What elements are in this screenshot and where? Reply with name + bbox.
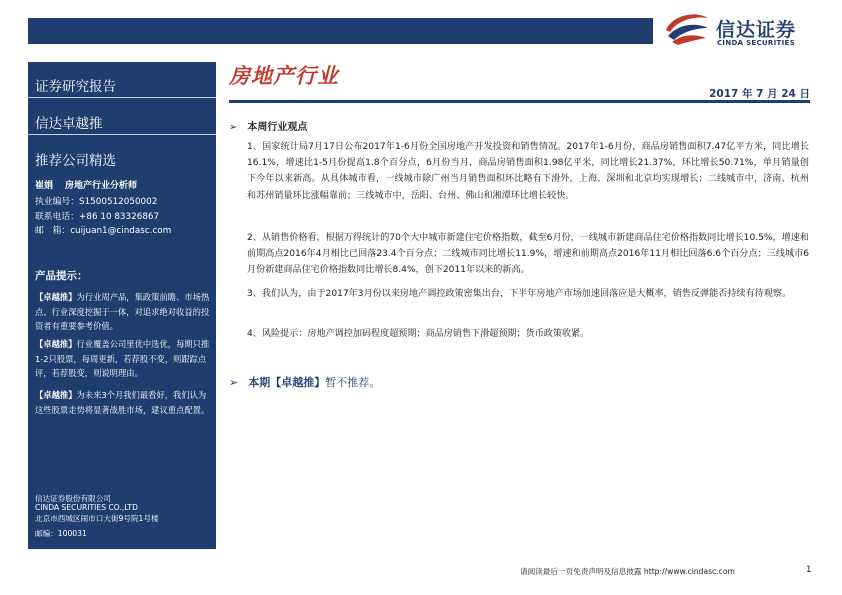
arrow-icon: ➢ [229, 376, 239, 389]
tip-text: 行业覆盖公司里优中选优，每期只推1-2只股票，每周更新，若荐股不变，则跟踪点评，若荐股变，则说明理由。 [35, 339, 210, 379]
company-name-en: CINDA SECURITIES CO.,LTD [35, 503, 138, 512]
cinda-logo [664, 10, 814, 50]
sidebar-divider [28, 134, 216, 135]
sidebar-heading-report: 证券研究报告 [35, 79, 116, 95]
tip-text: 为行业周产品，集政策前瞻、市场热点、行业深度挖掘于一体，对追求绝对收益的投资者有重要参考价值。 [35, 292, 210, 332]
product-tip [35, 290, 211, 334]
analyst-name: 崔娟 [35, 181, 54, 191]
analyst-license: 执业编号：S1500512050002 [35, 197, 158, 207]
sidebar-divider [28, 97, 216, 98]
section-title: 本周行业观点 [247, 122, 308, 133]
paragraph: 1、国家统计局7月17日公布2017年1-6月份全国房地产开发投资和销售情况。2017年1-6月份，商品房销售面积7.47亿平方米，同比增长16.1%，增速比1-5月份提高1.8个百分点，6月份当月，商品房销售面积1.98亿平米，同比增长21.37%，环比增长50.71%，单月销量创下今年以来新高。从具体城市看，一线城市除广州当月销售面积环比略有下滑外，上海、深圳和北京均实现增长；二线城市中，济南、杭州和苏州销量环比涨幅靠前；三线城市中，岳阳、台州、佛山和湘潭环比增长较快。 [247, 142, 809, 201]
company-address: 北京市西城区闹市口大街9号院1号楼 [35, 514, 159, 523]
sidebar-heading-product: 信达卓越推 [35, 116, 103, 132]
page-title: 房地产行业 [229, 64, 339, 88]
next-pick-line [229, 374, 380, 390]
arrow-icon: ➢ [229, 122, 238, 133]
tip-tag: 【卓越推】 [35, 390, 77, 400]
product-tips-title: 产品提示： [35, 270, 88, 282]
sidebar [28, 62, 216, 549]
company-postcode: 邮编：100031 [35, 529, 87, 538]
sidebar-heading-picks: 推荐公司精选 [35, 153, 116, 169]
next-tag: 【卓越推】 [270, 376, 326, 389]
paragraph: 2、从销售价格看，根据万得统计的70个大中城市新建住宅价格指数，截至6月份，一线城市新建商品住宅价格指数同比增长10.5%，增速和前期高点2016年4月相比已回落23.4个百分点；二线城市同比增长11.9%，增速和前期高点2016年11月相比回落6.6个百分点；三线城市6月份新建商品住宅价格指数同比增长8.4%，创下2011年以来的新高。 [247, 233, 809, 276]
header-bar [28, 18, 653, 44]
product-tip [35, 337, 211, 381]
tip-tag: 【卓越推】 [35, 339, 77, 349]
cinda-logo-icon [664, 10, 710, 46]
section-heading [229, 118, 307, 133]
next-prefix: 本期 [248, 376, 271, 389]
page-number: 1 [806, 565, 812, 575]
title-divider [229, 100, 810, 103]
next-text: 暂不推荐。 [325, 376, 381, 389]
analyst-email[interactable]: 邮 箱：cuijuan1@cindasc.com [35, 226, 172, 236]
analyst-phone: 联系电话：+86 10 83326867 [35, 212, 160, 222]
paragraph: 3、我们认为，由于2017年3月份以来房地产调控政策密集出台，下半年房地产市场加速回落应是大概率，销售反弹能否持续有待观察。 [247, 289, 791, 299]
tip-text: 为未来3个月我们最看好，我们认为这些股票走势将显著战胜市场，建议重点配置。 [35, 390, 210, 415]
logo-text-cn: 信达证券 [716, 19, 797, 41]
report-date: 2017 年 7 月 24 日 [709, 88, 810, 100]
company-name-cn: 信达证券股份有限公司 [35, 494, 111, 503]
footer-disclaimer[interactable]: 请阅读最后一页免责声明及信息披露 http://www.cindasc.com [520, 567, 735, 576]
paragraph: 4、风险提示：房地产调控加码程度超预期；商品房销售下滑超预期；货币政策收紧。 [247, 329, 590, 339]
logo-text-en: CINDA SECURITIES [717, 39, 795, 47]
tip-tag: 【卓越推】 [35, 292, 77, 302]
product-tip [35, 388, 211, 417]
analyst-info [35, 178, 149, 191]
analyst-title: 房地产行业分析师 [65, 181, 138, 191]
